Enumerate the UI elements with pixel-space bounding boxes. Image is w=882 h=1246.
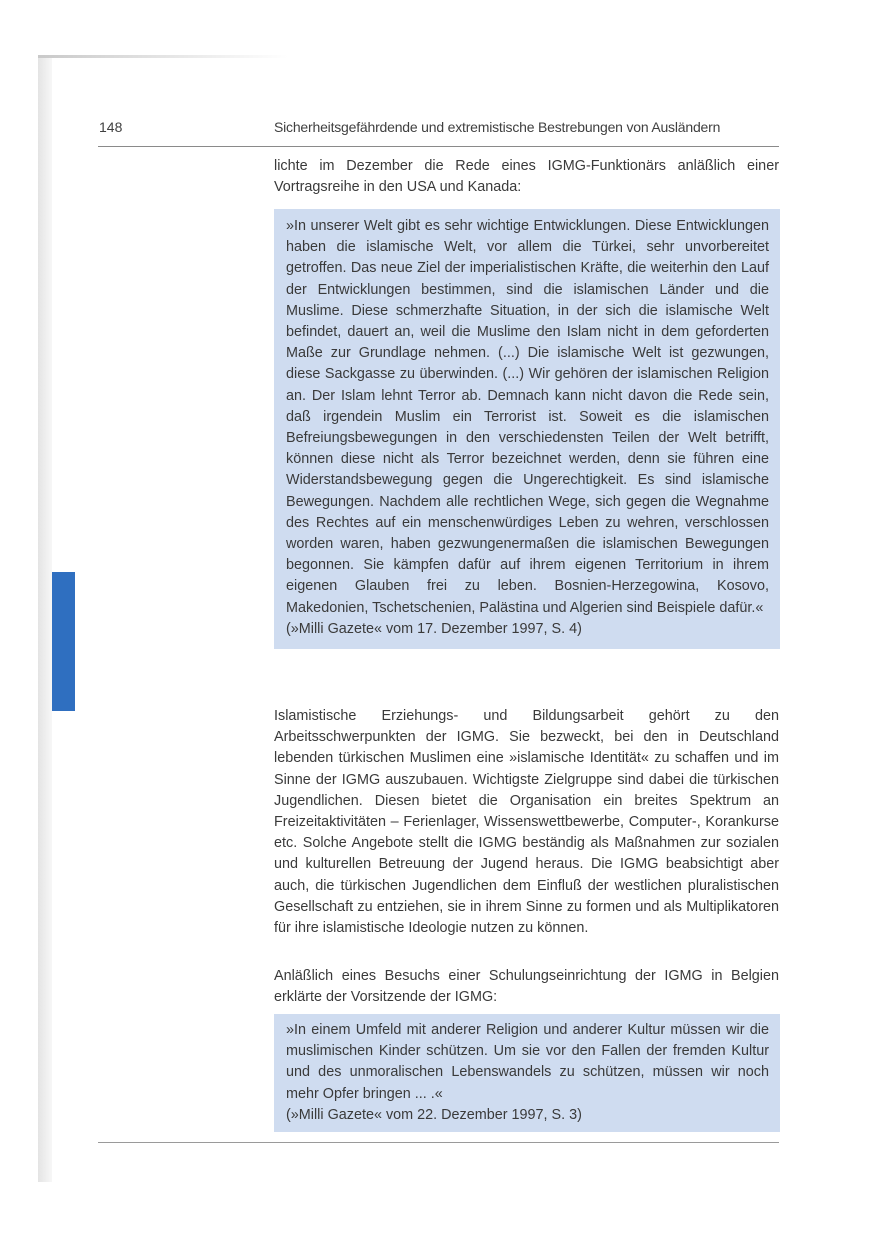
body-paragraph-3: Anläßlich eines Besuchs einer Schulungseinrichtung der IGMG in Belgien erklärte der Vorsitzende der IGMG:	[274, 968, 779, 1006]
page-number: 148	[99, 119, 123, 135]
chapter-side-tab	[52, 572, 75, 711]
page-edge-shadow-left	[38, 58, 52, 1182]
running-head: Sicherheitsgefährdende und extremistische Bestrebungen von Ausländern	[274, 119, 721, 135]
quote-2-text: »In einem Umfeld mit anderer Religion und anderer Kultur müssen wir die muslimischen Kinder schützen. Um sie vor den Fallen der fremden Kultur und des unmoralischen Lebenswandels zu schützen, müssen wir noch mehr Opfer bringen ... .«	[286, 1022, 769, 1102]
quote-1-text: »In unserer Welt gibt es sehr wichtige Entwicklungen. Diese Entwicklungen haben die islamische Welt, vor allem die Türkei, sehr unvorbereitet getroffen. Das neue Ziel der imperialistischen Kräfte, die weiterhin den Lauf der Entwicklungen bestimmen, sind die islamischen Länder und die Muslime. Diese schmerzhafte Situation, in der sich die islamische Welt befindet, dauert an, weil die Muslime den Islam nicht in dem geforderten Maße zur Grundlage nehmen. (...) Die islamische Welt ist gezwungen, diese Sackgasse zu überwinden. (...) Wir gehören der islamischen Religion an. Der Islam lehnt Terror ab. Demnach kann nicht davon die Rede sein, daß irgendein Muslim ein Terrorist ist. Soweit es die islamischen Befreiungsbewegungen in den verschiedensten Teilen der Welt betrifft, können diese nicht als Terror bezeichnet werden, denn sie führen eine Widerstandsbewegung gegen die Ungerechtigkeit. Es sind islamische Bewegungen. Nachdem alle rechtlichen Wege, sich gegen die Wegnahme des Rechtes auf ein menschenwürdiges Leben zu wehren, verschlossen worden waren, haben gezwungenermaßen die islamischen Bewegungen begonnen. Sie kämpfen dafür auf ihrem eigenen Territorium in ihrem eigenen Glauben frei zu leben. Bosnien-Herzegowina, Kosovo, Makedonien, Tschetschenien, Palästina und Algerien sind Beispiele dafür.«	[286, 218, 769, 616]
page-edge-shadow-top	[38, 55, 288, 58]
quote-box-2	[274, 1014, 780, 1132]
quote-2-source: (»Milli Gazete« vom 22. Dezember 1997, S. 3)	[286, 1106, 582, 1123]
body-paragraph-2: Islamistische Erziehungs- und Bildungsarbeit gehört zu den Arbeitsschwerpunkten der IGMG. Sie bezweckt, bei den in Deutschland lebenden türkischen Muslimen eine »islamische Identität« zu schaffen und im Sinne der IGMG auszubauen. Wichtigste Zielgruppe sind dabei die türkischen Jugendlichen. Diesen bietet die Organisation ein breites Spektrum an Freizeitaktivitäten – Ferienlager, Wissenswettbewerbe, Computer-, Korankurse etc. Solche Angebote stellt die IGMG beständig als Maßnahmen zur sozialen und kulturellen Betreuung der Jugend heraus. Die IGMG beabsichtigt aber auch, die türkischen Jugendlichen dem Einfluß der westlichen pluralistischen Gesellschaft zu entziehen, sie in ihrem Sinne zu formen und als Multiplikatoren für ihre islamistische Ideologie nutzen zu können.	[274, 708, 779, 937]
intro-paragraph: lichte im Dezember die Rede eines IGMG-Funktionärs anläßlich einer Vortragsreihe in den USA und Kanada:	[274, 158, 779, 196]
quote-1-source: (»Milli Gazete« vom 17. Dezember 1997, S. 4)	[286, 620, 582, 637]
footer-rule	[98, 1142, 779, 1143]
header-rule	[98, 146, 779, 147]
quote-box-1	[274, 209, 780, 649]
